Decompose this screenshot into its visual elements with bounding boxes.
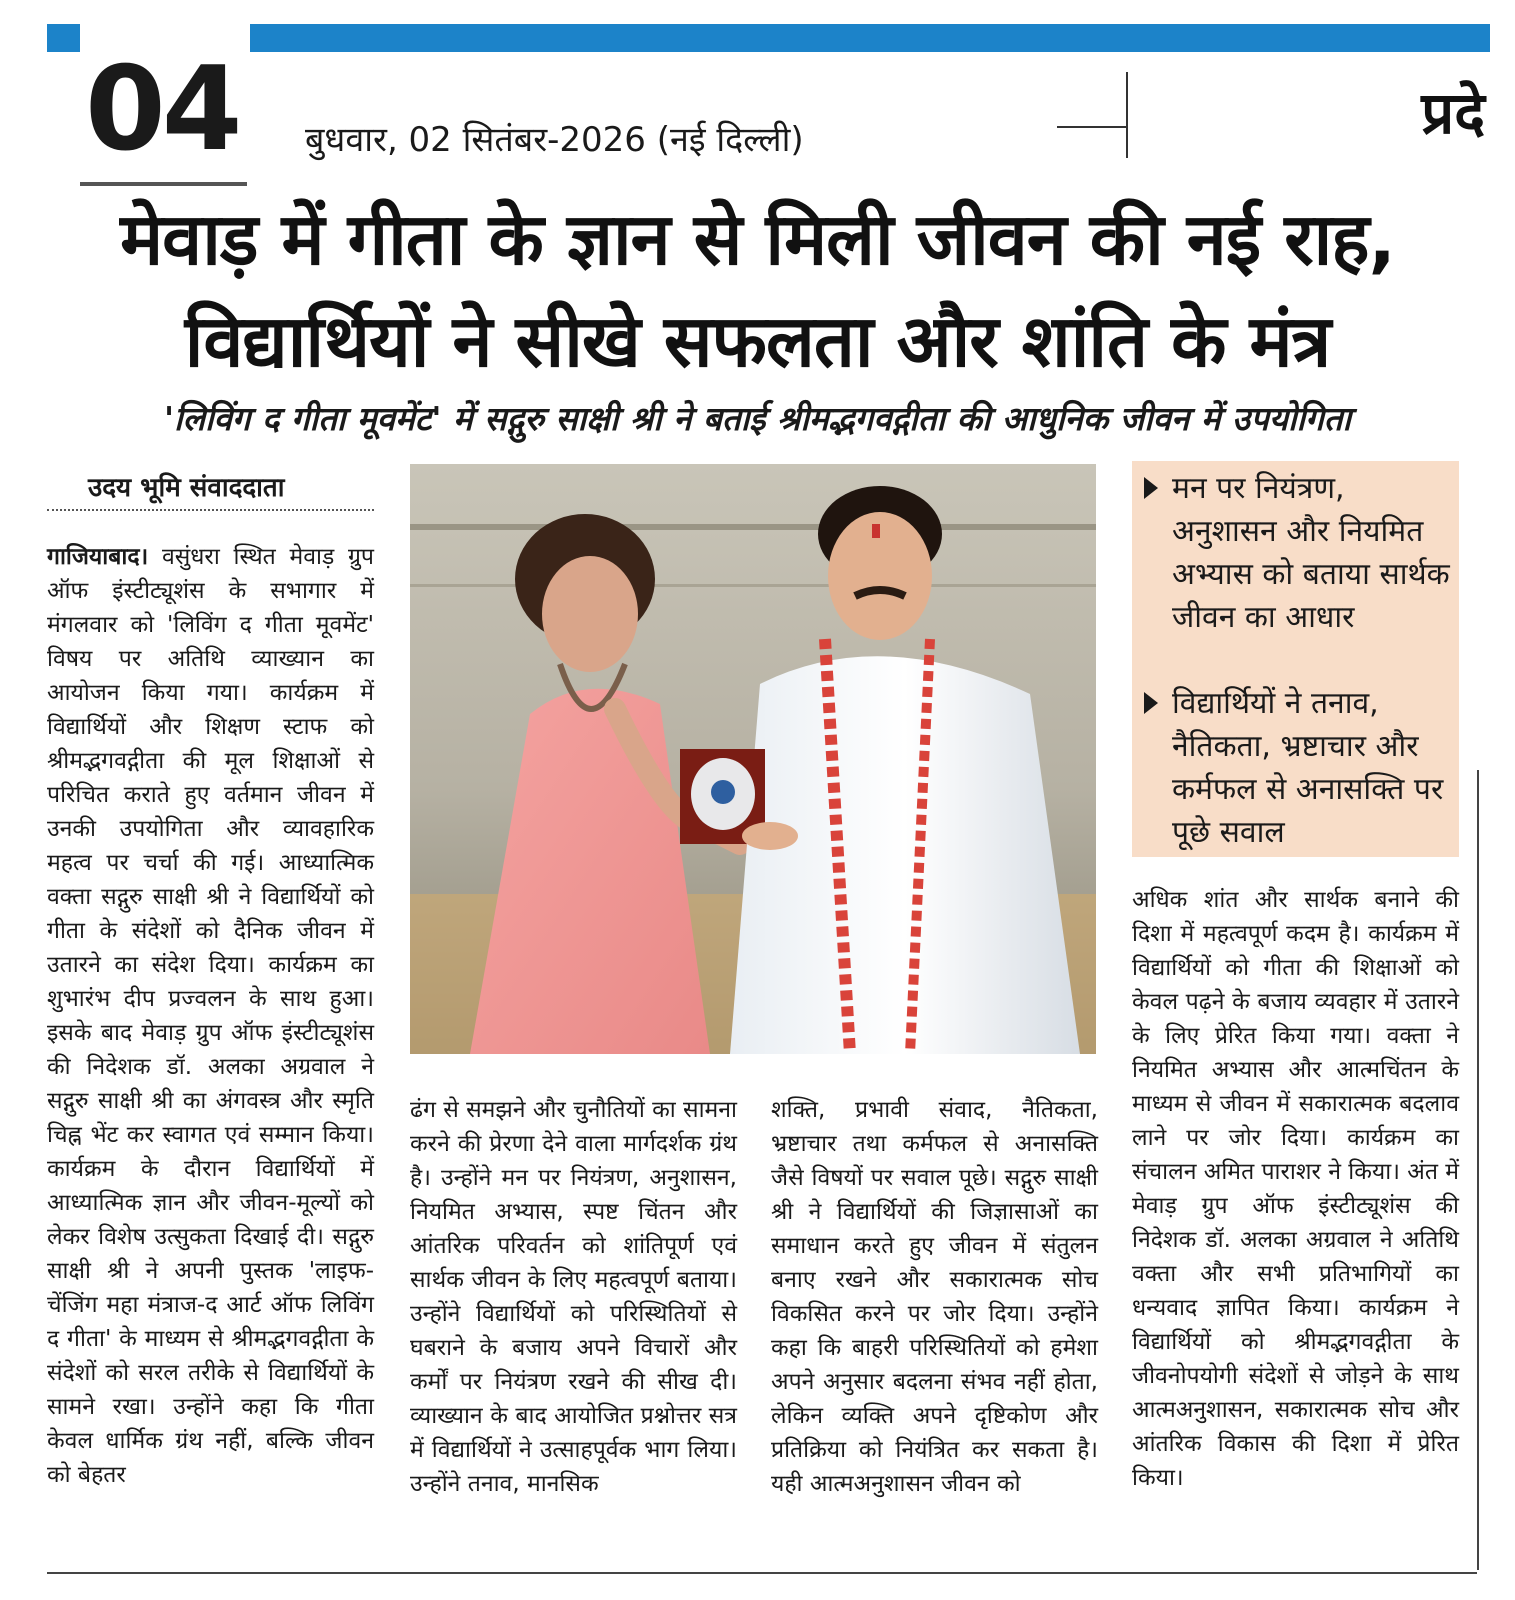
page-number: 04: [85, 42, 239, 177]
highlight-text: विद्यार्थियों ने तनाव, नैतिकता, भ्रष्टाचार और कर्मफल से अनासक्ति पर पूछे सवाल: [1172, 686, 1444, 850]
header-accent-bar: [250, 24, 1490, 52]
subheadline: 'लिविंग द गीता मूवमेंट' में सद्गुरु साक्षी श्री ने बताई श्रीमद्भगवद्गीता की आधुनिक जीवन में उपयोगिता: [163, 399, 1352, 438]
article-column-1-text: वसुंधरा स्थित मेवाड़ ग्रुप ऑफ इंस्टीट्यूशंस के सभागार में मंगलवार को 'लिविंग द गीता मूवमेंट' विषय पर अतिथि व्याख्यान का आयोजन किया गया। कार्यक्रम में विद्यार्थियों और शिक्षण स्टाफ को श्रीमद्भगवद्गीता की मूल शिक्षाओं से परिचित कराते हुए वर्तमान जीवन में उनकी उपयोगिता और व्यावहारिक महत्व पर चर्चा की गई। आध्यात्मिक वक्ता सद्गुरु साक्षी श्री ने विद्यार्थियों को गीता के संदेशों को दैनिक जीवन में उतारने का संदेश दिया। कार्यक्रम का शुभारंभ दीप प्रज्वलन के साथ हुआ। इसके बाद मेवाड़ ग्रुप ऑफ इंस्टीट्यूशंस की निदेशक डॉ. अलका अग्रवाल ने सद्गुरु साक्षी श्री का अंगवस्त्र और स्मृति चिह्न भेंट कर स्वागत एवं सम्मान किया। कार्यक्रम के दौरान विद्यार्थियों में आध्यात्मिक ज्ञान और जीवन-मूल्यों को लेकर विशेष उत्सुकता दिखाई दी। सद्गुरु साक्षी श्री ने अपनी पुस्तक 'लाइफ-चेंजिंग महा मंत्राज-द आर्ट ऑफ लिविंग द गीता' के माध्यम से श्रीमद्भगवद्गीता के संदेशों को सरल तरीके से विद्यार्थियों के सामने रखा। उन्होंने कहा कि गीता केवल धार्मिक ग्रंथ नहीं, बल्कि जीवन को बेहतर: [47, 544, 374, 1488]
article-column-1: [47, 540, 374, 1560]
header-rule: [1057, 126, 1127, 128]
article-column-3: शक्ति, प्रभावी संवाद, नैतिकता, भ्रष्टाचार तथा कर्मफल से अनासक्ति जैसे विषयों पर सवाल पूछे। सद्गुरु साक्षी श्री ने विद्यार्थियों की जिज्ञासाओं का समाधान करते हुए जीवन में संतुलन बनाए रखने और सकारात्मक सोच विकसित करने पर जोर दिया। उन्होंने कहा कि बाहरी परिस्थितियों को हमेशा अपने अनुसार बदलना संभव नहीं होता, लेकिन व्यक्ति अपने दृष्टिकोण और प्रतिक्रिया को नियंत्रित कर सकता है। यही आत्मअनुशासन जीवन को: [771, 1097, 1098, 1497]
byline-divider: [47, 509, 374, 511]
highlight-text: मन पर नियंत्रण, अनुशासन और नियमित अभ्यास को बताया सार्थक जीवन का आधार: [1172, 471, 1450, 635]
headline-line-2: विद्यार्थियों ने सीखे सफलता और शांति के मंत्र: [184, 299, 1331, 383]
headline-line-1: मेवाड़ में गीता के ज्ञान से मिली जीवन की नई राह,: [120, 197, 1395, 281]
triangle-bullet-icon: [1144, 477, 1158, 499]
header-accent-block: [47, 24, 80, 52]
byline: उदय भूमि संवाददाता: [88, 473, 285, 503]
triangle-bullet-icon: [1144, 692, 1158, 714]
dateline-place: गाजियाबाद।: [47, 544, 149, 570]
highlights-box: [1132, 461, 1459, 857]
column-rule: [1477, 770, 1479, 1570]
footer-rule: [47, 1572, 1477, 1574]
article-column-4: अधिक शांत और सार्थक बनाने की दिशा में महत्वपूर्ण कदम है। कार्यक्रम में विद्यार्थियों को गीता की शिक्षाओं को केवल पढ़ने के बजाय व्यवहार में उतारने के लिए प्रेरित किया गया। वक्ता ने नियमित अभ्यास और आत्मचिंतन के माध्यम से जीवन में सकारात्मक बदलाव लाने पर जोर दिया। कार्यक्रम का संचालन अमित पाराशर ने किया। अंत में मेवाड़ ग्रुप ऑफ इंस्टीट्यूशंस की निदेशक डॉ. अलका अग्रवाल ने अतिथि वक्ता और सभी प्रतिभागियों का धन्यवाद ज्ञापित किया। कार्यक्रम ने विद्यार्थियों को श्रीमद्भगवद्गीता के जीवनोपयोगी संदेशों से जोड़ने के साथ आत्मअनुशासन, सकारात्मक सोच और आंतरिक विकास की दिशा में प्रेरित किया।: [1132, 887, 1459, 1491]
section-name: प्रदे: [1421, 79, 1485, 147]
headline: [40, 188, 1475, 392]
header-divider: [1126, 72, 1128, 158]
dateline: बुधवार, 02 सितंबर-2026 (नई दिल्ली): [305, 120, 804, 160]
event-photo: [410, 464, 1096, 1054]
article-column-2: ढंग से समझने और चुनौतियों का सामना करने की प्रेरणा देने वाला मार्गदर्शक ग्रंथ है। उन्होंने मन पर नियंत्रण, अनुशासन, नियमित अभ्यास, स्पष्ट चिंतन और आंतरिक परिवर्तन को शांतिपूर्ण एवं सार्थक जीवन के लिए महत्वपूर्ण बताया। उन्होंने विद्यार्थियों को परिस्थितियों से घबराने के बजाय अपने विचारों और कर्मों पर नियंत्रण रखने की सीख दी। व्याख्यान के बाद आयोजित प्रश्नोत्तर सत्र में विद्यार्थियों ने उत्साहपूर्वक भाग लिया। उन्होंने तनाव, मानसिक: [410, 1097, 737, 1497]
page-number-underline: [80, 182, 247, 186]
